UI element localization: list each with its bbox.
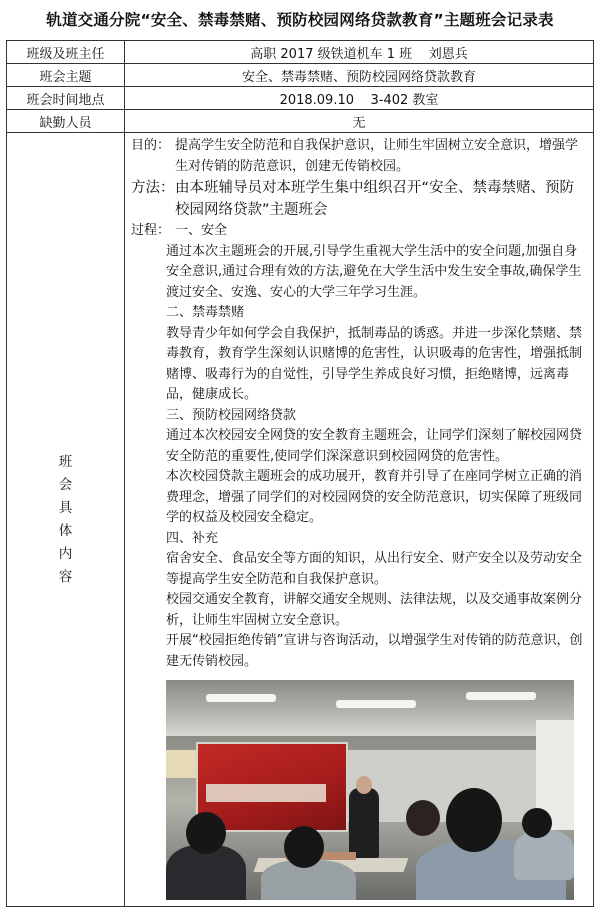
process-key: 过程： [131,223,171,238]
photo-ceiling [166,680,574,736]
ceiling-light [336,700,416,708]
s2-heading: 二、禁毒禁赌 [166,305,245,320]
process-body [131,242,587,673]
teacher-figure [349,788,379,858]
ceiling-light [206,694,276,702]
class-label: 班级及班主任 [7,41,125,64]
s4-text-3: 开展“校园拒绝传销”宣讲与咨询活动，以增强学生对传销的防范意识，创建无传销校园。 [166,633,583,669]
s1-text: 通过本次主题班会的开展,引导学生重视大学生活中的安全问题,加强自身安全意识,通过合理有效的方法,避免在大学生活中发生安全事故,确保学生渡过安全、安逸、安心的大学三年学习生涯。 [166,243,582,300]
absent-label: 缺勤人员 [7,110,125,133]
student-head [522,808,552,838]
absent-row [7,110,594,133]
time-label: 班会时间地点 [7,87,125,110]
purpose-text: 提高学生安全防范和自我保护意识，让师生牢固树立安全意识，增强学生对传销的防范意识，创建无传销校园。 [175,138,579,174]
content-body [125,133,594,907]
ceiling-light [466,692,536,700]
method-row [131,177,587,221]
absent-value: 无 [125,110,594,133]
theme-label: 班会主题 [7,64,125,87]
content-label-char: 内 [58,545,73,562]
content-label [7,133,125,907]
theme-row [7,64,594,87]
purpose-key: 目的： [131,138,171,153]
s3-heading: 三、预防校园网络贷款 [166,407,297,423]
method-key: 方法： [131,180,175,196]
student-head [284,826,324,868]
content-row [7,133,594,907]
classroom-photo [166,680,574,900]
student-figure [514,830,574,880]
document-title: 轨道交通分院“安全、禁毒禁赌、预防校园网络贷款教育”主题班会记录表 [46,11,554,29]
content-label-char: 具 [58,499,73,516]
process-row [131,221,587,242]
s4-text-2: 校园交通安全教育，讲解交通安全规则、法律法规，以及交通事故案例分析，让师生牢固树立安全意识。 [166,592,583,628]
s2-text: 教导青少年如何学会自我保护，抵制毒品的诱惑。并进一步深化禁赌、禁毒教育，教育学生深刻认识赌博的危害性，认识吸毒的危害性，增强抵制赌博、吸毒行为的自觉性，引导学生养成良好习惯，拒绝赌博，远离毒品，健康成长。 [166,325,583,402]
wall-sign [166,750,196,778]
time-row [7,87,594,110]
record-table [6,40,594,907]
student-head [406,800,440,836]
content-label-char: 容 [58,568,73,585]
class-row [7,41,594,64]
class-value: 高职 2017 级铁道机车 1 班 刘恩兵 [125,41,594,64]
teacher-head [356,776,372,794]
content-label-char: 会 [58,476,73,493]
method-text: 由本班辅导员对本班学生集中组织召开“安全、禁毒禁赌、预防校园网络贷款”主题班会 [175,180,575,218]
time-value: 2018.09.10 3-402 教室 [125,87,594,110]
purpose-row [131,136,587,177]
student-head [186,812,226,854]
s1-heading: 一、安全 [175,223,228,238]
theme-value: 安全、禁毒禁赌、预防校园网络贷款教育 [125,64,594,87]
content-label-char: 班 [58,453,73,470]
s4-text-1: 宿舍安全、食品安全等方面的知识，从出行安全、财产安全以及劳动安全等提高学生安全防范和自我保护意识。 [166,551,583,587]
student-head [446,788,502,852]
content-label-char: 体 [58,522,73,539]
s3-text-2: 本次校园贷款主题班会的成功展开，教育并引导了在座同学树立正确的消费理念，增强了同学们的对校园网贷的安全防范意识，切实保障了班级同学的权益及校园安全稳定。 [166,469,583,525]
s3-text-1: 通过本次校园安全网贷的安全教育主题班会，让同学们深刻了解校园网贷安全防范的重要性,使同学们深深意识到校园网贷的危害性。 [166,428,583,464]
s4-heading: 四、补充 [166,530,219,546]
